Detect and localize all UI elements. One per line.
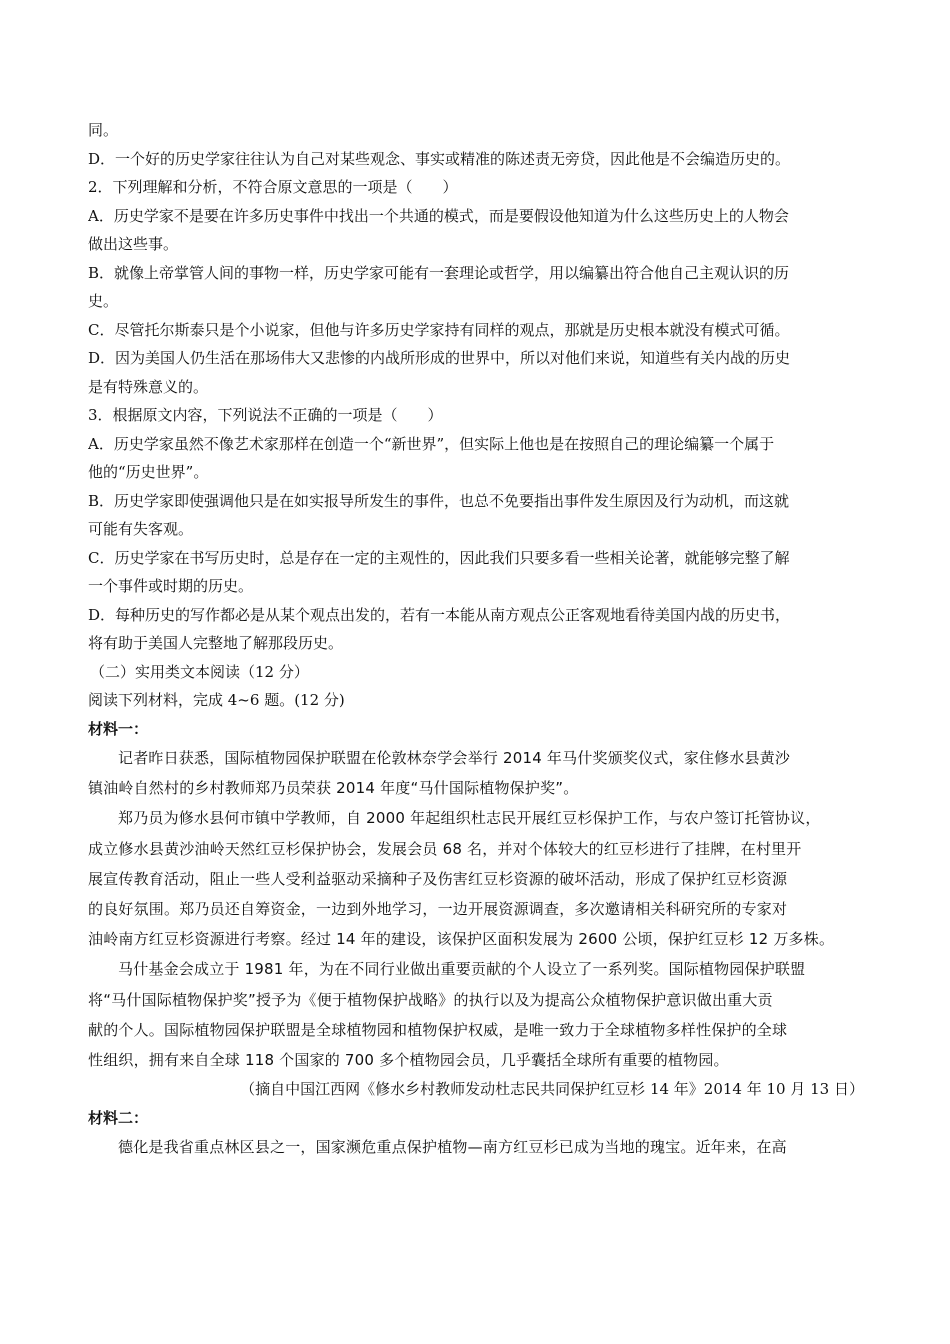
q2-option-d-line1: D．因为美国人仍生活在那场伟大又悲惨的内战所形成的世界中，所以对他们来说，知道些有关内战的历史 (88, 349, 791, 367)
q2-option-b-line2: 史。 (88, 292, 119, 310)
section2-instruction: 阅读下列材料，完成 4~6 题。(12 分) (88, 691, 345, 709)
q2-stem: 2．下列理解和分析，不符合原文意思的一项是（ ） (88, 178, 458, 196)
material1-para3-line4: 性组织，拥有来自全球 118 个国家的 700 多个植物园会员，几乎囊括全球所有重要的植物园。 (88, 1050, 729, 1069)
material2-para1-line1: 德化是我省重点林区县之一，国家濒危重点保护植物—南方红豆杉已成为当地的瑰宝。近年来，在高 (118, 1138, 787, 1157)
material1-para2-line4: 的良好氛围。郑乃员还自筹资金，一边到外地学习，一边开展资源调查，多次邀请相关科研究所的专家对 (88, 899, 788, 918)
q3-stem: 3．根据原文内容，下列说法不正确的一项是（ ） (88, 406, 443, 424)
material1-para1-line1: 记者昨日获悉，国际植物园保护联盟在伦敦林奈学会举行 2014 年马什奖颁奖仪式，家住修水县黄沙 (118, 749, 791, 767)
q3-option-d-line1: D．每种历史的写作都必是从某个观点出发的，若有一本能从南方观点公正客观地看待美国内战的历史书， (88, 605, 791, 624)
material1-para1-line2: 镇油岭自然村的乡村教师郑乃员荣获 2014 年度“马什国际植物保护奖”。 (88, 779, 579, 798)
q1-option-d: D．一个好的历史学家往往认为自己对某些观念、事实或精准的陈述责无旁贷，因此他是不会编造历史的。 (88, 149, 791, 168)
material1-para2-line3: 展宣传教育活动，阻止一些人受利益驱动采摘种子及伤害红豆杉资源的破坏活动，形成了保护红豆杉资源 (88, 869, 788, 888)
section2-heading: （二）实用类文本阅读（12 分） (90, 662, 309, 681)
q2-option-d-line2: 是有特殊意义的。 (88, 377, 209, 396)
material1-source: （摘自中国江西网《修水乡村教师发动杜志民共同保护红豆杉 14 年》2014 年 10 月 13 日） (240, 1080, 864, 1099)
q2-option-a-line2: 做出这些事。 (88, 235, 179, 253)
q3-option-b-line2: 可能有失客观。 (88, 520, 194, 538)
material1-para3-line1: 马什基金会成立于 1981 年，为在不同行业做出重要贡献的个人设立了一系列奖。国际植物园保护联盟 (118, 960, 806, 979)
q1-continued-text: 同。 (88, 121, 119, 139)
q3-option-d-line2: 将有助于美国人完整地了解那段历史。 (88, 634, 344, 652)
q3-option-a-line1: A．历史学家虽然不像艺术家那样在创造一个“新世界”，但实际上他也是在按照自己的理论编纂一个属于 (88, 434, 775, 453)
q3-option-c-line2: 一个事件或时期的历史。 (88, 577, 254, 595)
q3-option-a-line2: 他的“历史世界”。 (88, 463, 209, 481)
document-page (88, 116, 878, 1162)
q2-option-a-line1: A．历史学家不是要在许多历史事件中找出一个共通的模式，而是要假设他知道为什么这些历史上的人物会 (88, 206, 789, 225)
material2-label: 材料二： (88, 1108, 149, 1127)
material1-para3-line2: 将“马什国际植物保护奖”授予为《便于植物保护战略》的执行以及为提高公众植物保护意识做出重大贡 (88, 990, 773, 1009)
material1-para2-line2: 成立修水县黄沙油岭天然红豆杉保护协会，发展会员 68 名，并对个体较大的红豆杉进行了挂牌，在村里开 (88, 839, 802, 858)
material1-para2-line1: 郑乃员为修水县何市镇中学教师，自 2000 年起组织杜志民开展红豆杉保护工作，与农户签订托管协议， (118, 809, 821, 828)
q2-option-b-line1: B．就像上帝掌管人间的事物一样，历史学家可能有一套理论或哲学，用以编纂出符合他自己主观认识的历 (88, 263, 790, 282)
q3-option-b-line1: B．历史学家即使强调他只是在如实报导所发生的事件，也总不免要指出事件发生原因及行为动机，而这就 (88, 491, 790, 510)
material1-para2-line5: 油岭南方红豆杉资源进行考察。经过 14 年的建设，该保护区面积发展为 2600 公顷，保护红豆杉 12 万多株。 (88, 930, 835, 949)
q3-option-c-line1: C．历史学家在书写历史时，总是存在一定的主观性的，因此我们只要多看一些相关论著，就能够完整了解 (88, 548, 790, 567)
q2-option-c-line1: C．尽管托尔斯泰只是个小说家，但他与许多历史学家持有同样的观点，那就是历史根本就没有模式可循。 (88, 320, 790, 339)
material1-label: 材料一： (88, 719, 149, 738)
material1-para3-line3: 献的个人。国际植物园保护联盟是全球植物园和植物保护权威，是唯一致力于全球植物多样性保护的全球 (88, 1020, 788, 1039)
